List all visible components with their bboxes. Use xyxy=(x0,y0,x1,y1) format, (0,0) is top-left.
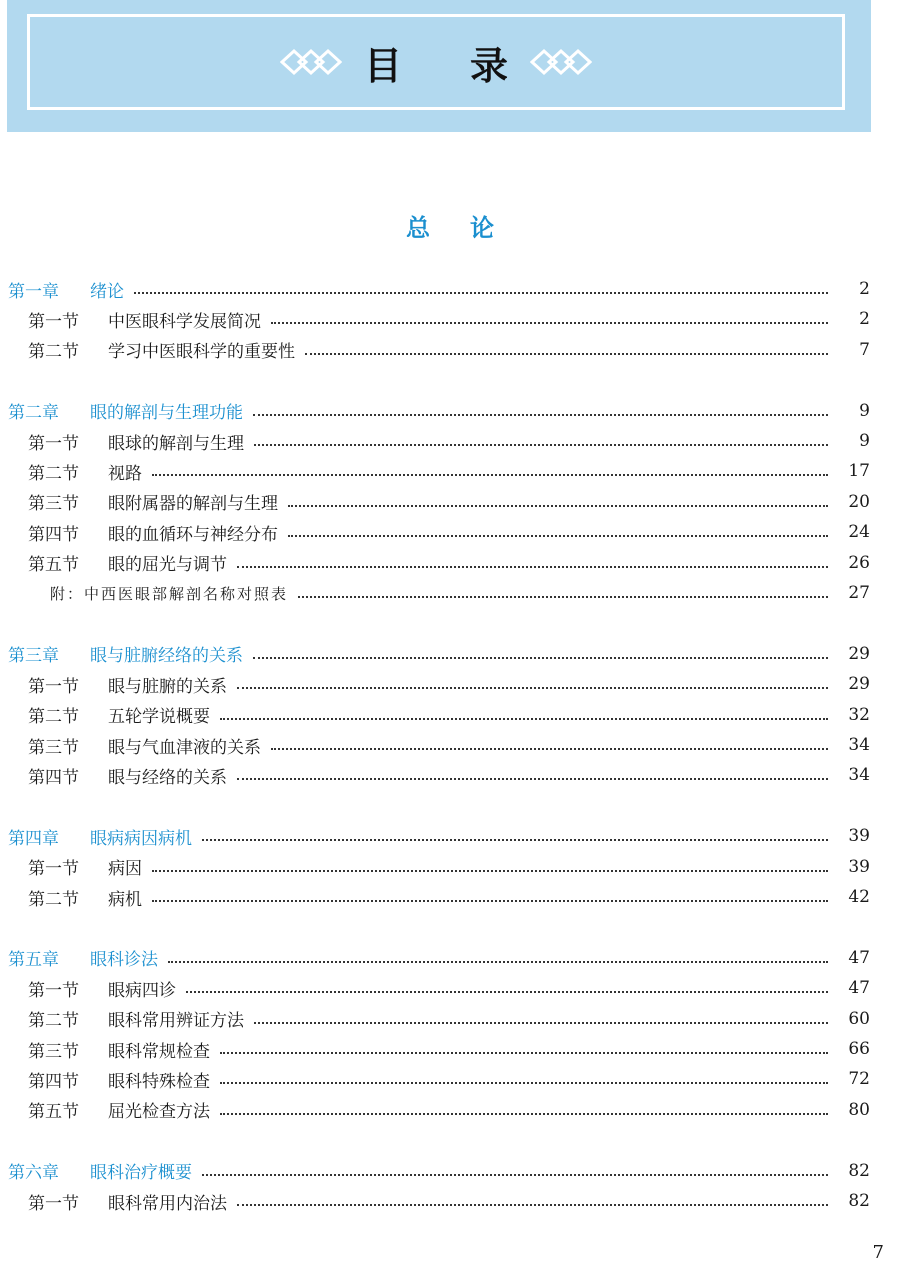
toc-entry-title: 眼的解剖与生理功能 xyxy=(90,403,243,424)
toc-entry-number: 第一节 xyxy=(28,1193,79,1214)
toc-entry-number: 第一节 xyxy=(28,859,79,880)
toc-section-row[interactable] xyxy=(0,973,900,1003)
toc-entry-title: 中医眼科学发展简况 xyxy=(108,311,261,332)
toc-entry-title: 绪论 xyxy=(90,281,124,302)
toc-entry-page: 66 xyxy=(848,1039,870,1059)
toc-entry-page: 7 xyxy=(859,339,870,360)
toc-entry-number: 第三节 xyxy=(28,737,79,758)
toc-entry-label xyxy=(0,824,192,849)
toc-entry-page: 26 xyxy=(848,552,870,573)
dot-leader xyxy=(152,900,828,902)
dot-leader xyxy=(253,657,828,659)
toc-entry-title: 眼科常用辨证方法 xyxy=(108,1011,244,1032)
diamond-ornament-icon xyxy=(280,48,342,76)
toc-section-row[interactable] xyxy=(0,1064,900,1094)
toc-entry-number: 第二节 xyxy=(28,1011,79,1032)
dot-leader xyxy=(168,961,828,963)
toc-entry-label xyxy=(0,520,278,545)
toc-entry-title: 五轮学说概要 xyxy=(108,707,210,728)
toc-entry-label xyxy=(0,277,124,302)
dot-leader xyxy=(186,991,828,993)
toc-entry-page: 34 xyxy=(848,765,870,786)
toc-entry-title: 眼病病因病机 xyxy=(90,828,192,849)
toc-entry-title: 眼与经络的关系 xyxy=(108,767,227,788)
dot-leader xyxy=(253,414,828,416)
toc-entry-label xyxy=(0,489,278,514)
toc-entry-page: 29 xyxy=(848,643,870,664)
diamond-ornament-icon xyxy=(530,48,592,76)
toc-entry-label xyxy=(0,337,295,362)
toc-entry-title: 眼科常规检查 xyxy=(108,1041,210,1062)
toc-entry-title: 附：中西医眼部解剖名称对照表 xyxy=(50,584,289,603)
toc-entry-number: 第四章 xyxy=(8,828,59,849)
toc-entry-number: 第五节 xyxy=(28,555,79,576)
toc-section-row[interactable] xyxy=(0,487,900,517)
toc-entry-title: 病机 xyxy=(108,889,142,910)
toc-entry-label xyxy=(0,398,243,423)
dot-leader xyxy=(152,870,828,872)
toc-entry-label xyxy=(0,976,176,1001)
toc-entry-title: 眼科诊法 xyxy=(90,950,158,971)
toc-entry-page: 60 xyxy=(848,1008,870,1029)
dot-leader xyxy=(202,1174,828,1176)
toc-entry-label xyxy=(0,641,243,666)
toc-entry-number: 第四节 xyxy=(28,1071,79,1092)
toc-entry-title: 眼与气血津液的关系 xyxy=(108,737,261,758)
dot-leader xyxy=(288,535,828,537)
toc-entry-number: 第二章 xyxy=(8,403,59,424)
toc-entry-page: 17 xyxy=(848,461,870,482)
toc-entry-title: 病因 xyxy=(108,859,142,880)
toc-section-row[interactable] xyxy=(0,1004,900,1034)
toc-entry-label xyxy=(0,885,142,910)
toc-chapter-row[interactable] xyxy=(0,274,900,304)
toc-entry-title: 屈光检查方法 xyxy=(108,1102,210,1123)
toc-entry-title: 眼科治疗概要 xyxy=(90,1163,192,1184)
toc-entry-number: 第四节 xyxy=(28,524,79,545)
toc-section-row[interactable] xyxy=(0,882,900,912)
dot-leader xyxy=(237,778,828,780)
toc-entry-number: 第二节 xyxy=(28,463,79,484)
toc-entry-title: 眼的屈光与调节 xyxy=(108,555,227,576)
dot-leader xyxy=(152,474,828,476)
toc-chapter-row[interactable] xyxy=(0,1156,900,1186)
dot-leader xyxy=(202,839,828,841)
toc-entry-label xyxy=(0,1006,244,1031)
toc-entry-label xyxy=(0,702,210,727)
dot-leader xyxy=(298,596,828,598)
toc-section-row[interactable] xyxy=(0,456,900,486)
toc-section-row[interactable] xyxy=(0,1095,900,1125)
toc-entry-number: 第一节 xyxy=(28,676,79,697)
toc-entry-page: 32 xyxy=(848,704,870,725)
toc-section-row[interactable] xyxy=(0,304,900,334)
dot-leader xyxy=(134,292,828,294)
toc-entry-page: 2 xyxy=(859,309,870,330)
toc-entry-title: 眼的血循环与神经分布 xyxy=(108,524,278,545)
page-title: 目录 xyxy=(363,43,576,88)
toc-section-row[interactable] xyxy=(0,700,900,730)
dot-leader xyxy=(305,353,828,355)
toc-entry-number: 第二节 xyxy=(28,889,79,910)
toc-entry-page: 9 xyxy=(859,400,870,421)
toc-chapter-row[interactable] xyxy=(0,639,900,669)
toc-entry-label xyxy=(0,1097,210,1122)
toc-entry-page: 9 xyxy=(859,431,870,451)
toc-entry-label xyxy=(0,945,158,970)
toc-entry-label xyxy=(0,733,261,758)
header-banner xyxy=(7,0,871,132)
dot-leader xyxy=(220,1082,828,1084)
toc-section-row[interactable] xyxy=(0,426,900,456)
toc-entry-page: 80 xyxy=(848,1099,870,1120)
dot-leader xyxy=(288,505,828,507)
toc-entry-number: 第六章 xyxy=(8,1163,59,1184)
dot-leader xyxy=(271,748,828,750)
toc-section-row[interactable] xyxy=(0,335,900,365)
toc-section-row[interactable] xyxy=(0,548,900,578)
toc-entry-number: 第五节 xyxy=(28,1102,79,1123)
toc-entry-title: 眼与脏腑的关系 xyxy=(108,676,227,697)
toc-entry-label xyxy=(0,307,261,332)
toc-entry-label xyxy=(0,1037,210,1062)
toc-entry-number: 第五章 xyxy=(8,950,59,971)
toc-section-row[interactable] xyxy=(0,1034,900,1064)
toc-entry-title: 视路 xyxy=(108,463,142,484)
toc-section-row[interactable] xyxy=(0,760,900,790)
dot-leader xyxy=(237,1204,828,1206)
dot-leader xyxy=(237,566,828,568)
toc-chapter-row[interactable] xyxy=(0,943,900,973)
toc-entry-page: 47 xyxy=(848,947,870,968)
toc-entry-number: 第一节 xyxy=(28,311,79,332)
toc-chapter-row[interactable] xyxy=(0,821,900,851)
toc-entry-title: 学习中医眼科学的重要性 xyxy=(108,342,295,363)
toc-entry-label xyxy=(0,672,227,697)
toc-entry-page: 27 xyxy=(848,583,870,603)
toc-entry-page: 39 xyxy=(848,856,870,877)
toc-entry-label xyxy=(0,1189,227,1214)
toc-entry-page: 34 xyxy=(848,735,870,755)
toc-entry-label xyxy=(0,1067,210,1092)
toc-entry-title: 眼科特殊检查 xyxy=(108,1071,210,1092)
dot-leader xyxy=(220,1052,828,1054)
toc-entry-page: 2 xyxy=(859,279,870,299)
toc-entry-number: 第四节 xyxy=(28,767,79,788)
header-frame xyxy=(27,14,845,110)
toc-entry-page: 20 xyxy=(848,491,870,512)
toc-entry-label xyxy=(0,429,244,454)
dot-leader xyxy=(254,1022,828,1024)
toc-entry-number: 第一节 xyxy=(28,980,79,1001)
toc-entry-page: 47 xyxy=(848,978,870,999)
dot-leader xyxy=(237,687,828,689)
toc-appendix-row[interactable] xyxy=(0,578,900,608)
toc-entry-number: 第三节 xyxy=(28,1041,79,1062)
toc-entry-page: 72 xyxy=(848,1069,870,1090)
dot-leader xyxy=(254,444,828,446)
toc-entry-number: 第二节 xyxy=(28,342,79,363)
toc-entry-number: 第一节 xyxy=(28,433,79,454)
footer-page-number: 7 xyxy=(872,1242,884,1263)
toc-entry-page: 29 xyxy=(848,674,870,695)
toc-entry-number: 第二节 xyxy=(28,707,79,728)
toc-entry-page: 24 xyxy=(848,522,870,543)
toc-section-row[interactable] xyxy=(0,669,900,699)
toc-section-row[interactable] xyxy=(0,517,900,547)
toc-entry-page: 82 xyxy=(848,1191,870,1211)
toc-entry-page: 42 xyxy=(848,887,870,907)
toc-entry-label xyxy=(0,550,227,575)
toc-entry-title: 眼与脏腑经络的关系 xyxy=(90,646,243,667)
dot-leader xyxy=(220,718,828,720)
toc-section-row[interactable] xyxy=(0,730,900,760)
toc-section-row[interactable] xyxy=(0,852,900,882)
toc-entry-number: 第三章 xyxy=(8,646,59,667)
toc-entry-label xyxy=(0,854,142,879)
toc-entry-label xyxy=(0,583,288,604)
toc-entry-page: 82 xyxy=(848,1160,870,1181)
toc-entry-page: 39 xyxy=(848,826,870,847)
dot-leader xyxy=(271,322,828,324)
toc-entry-title: 眼附属器的解剖与生理 xyxy=(108,494,278,515)
toc-entry-label xyxy=(0,763,227,788)
toc-chapter-row[interactable] xyxy=(0,396,900,426)
toc-entry-label xyxy=(0,1158,192,1183)
toc-section-row[interactable] xyxy=(0,1186,900,1216)
toc-entry-label xyxy=(0,459,142,484)
part-title: 总论 xyxy=(406,214,534,242)
toc-entry-number: 第一章 xyxy=(8,281,59,302)
toc-entry-title: 眼科常用内治法 xyxy=(108,1193,227,1214)
toc-entry-title: 眼病四诊 xyxy=(108,980,176,1001)
dot-leader xyxy=(220,1113,828,1115)
toc-entry-title: 眼球的解剖与生理 xyxy=(108,433,244,454)
toc-entry-number: 第三节 xyxy=(28,494,79,515)
